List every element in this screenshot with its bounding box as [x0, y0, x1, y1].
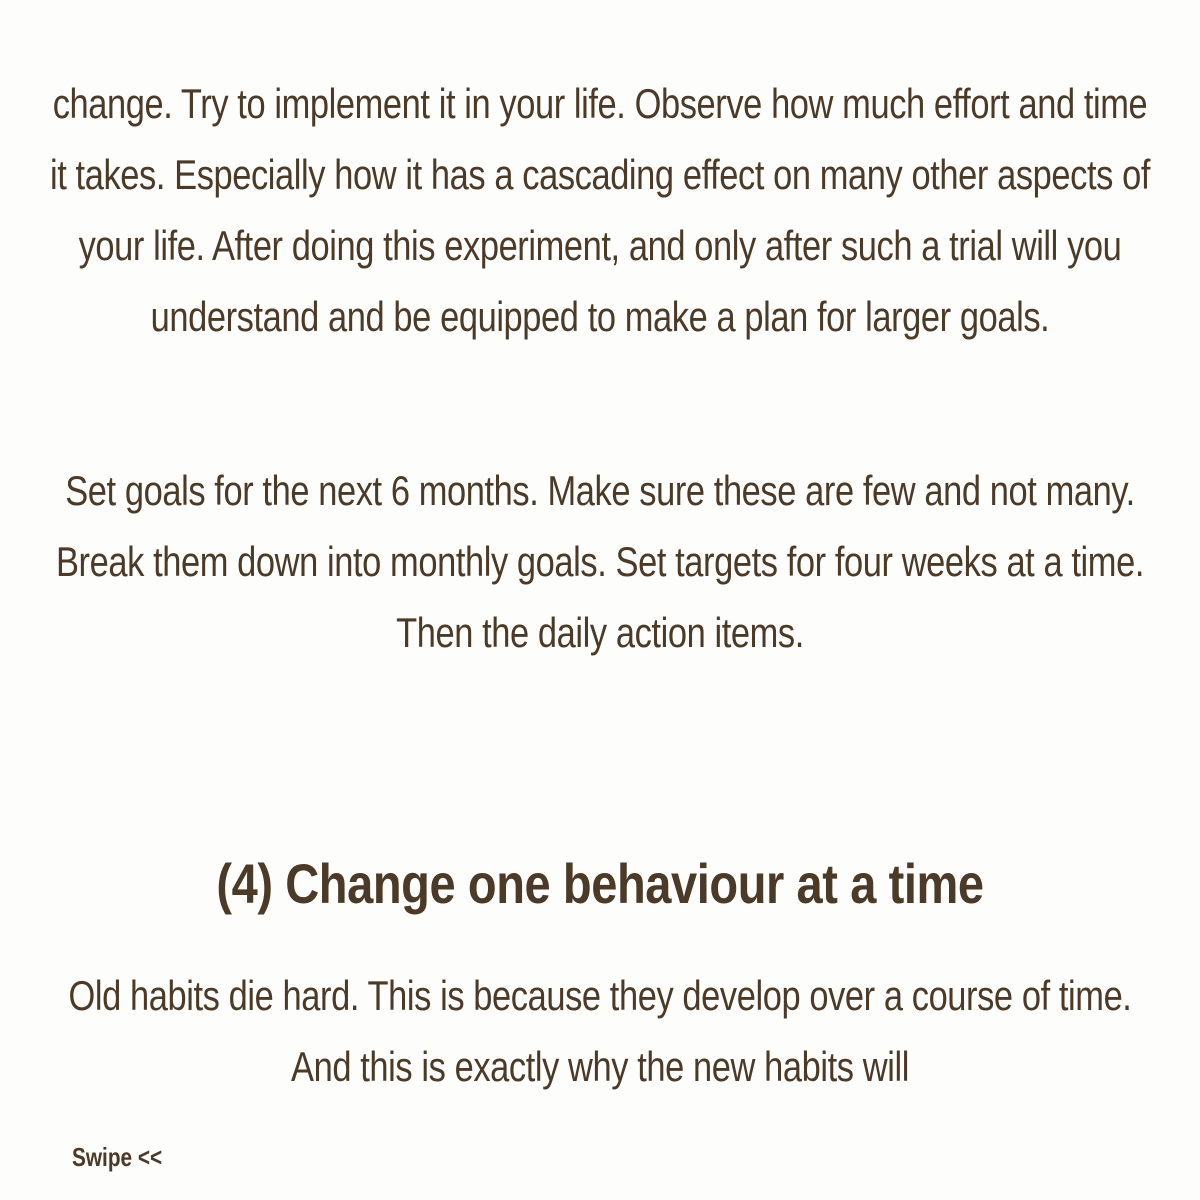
goals-paragraph: Set goals for the next 6 months. Make sure these are few and not many. Break them down into monthly goals. Set targets for four weeks at a time. Then the daily action items.: [55, 467, 1144, 656]
swipe-hint[interactable]: Swipe <<: [72, 1142, 163, 1172]
intro-paragraph: change. Try to implement it in your life. Observe how much effort and time it takes. Especially how it has a cascading effect on many other aspects of your life. After doing this experiment, and only after such a trial will you understand and be equipped to make a plan for larger goals.: [49, 80, 1151, 340]
section-heading: (4) Change one behaviour at a time: [216, 852, 984, 915]
habits-paragraph: Old habits die hard. This is because they develop over a course of time. And this is exactly why the new habits will: [68, 972, 1132, 1090]
